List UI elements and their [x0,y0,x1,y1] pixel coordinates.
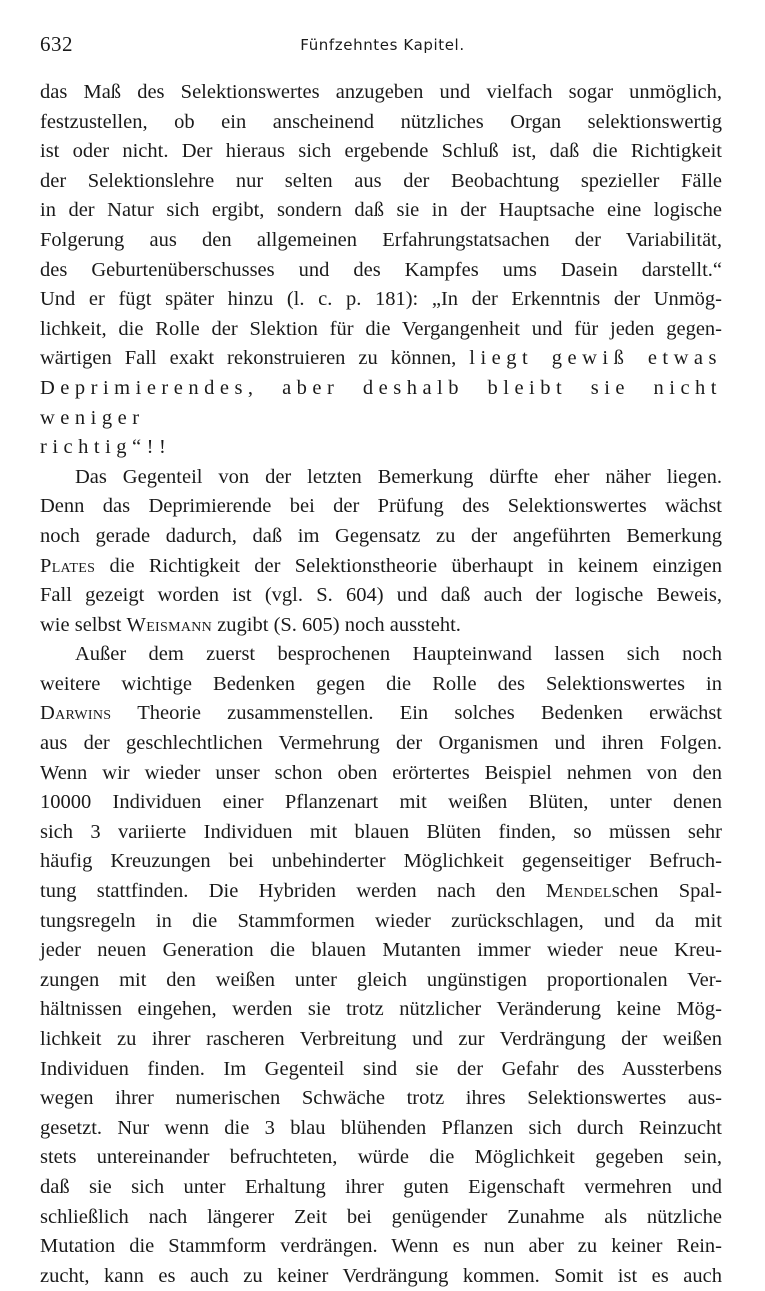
text-line [40,344,722,374]
paragraph-3 [40,640,722,1291]
text-line: des Geburtenüberschusses und des Kampfes ums Dasein darstellt.“ [40,258,722,281]
text-line: stets untereinander befruchteten, würde die Möglichkeit gegeben sein, [40,1146,722,1169]
text-line: Mutation die Stammform verdrängen. Wenn es nun aber zu keiner Rein- [40,1235,722,1258]
author-name-mendel: Mendel [545,880,612,903]
text-line: Folgerung aus den allgemeinen Erfahrungstatsachen der Variabilität, [40,228,722,251]
author-name-plate: Plates [40,554,96,577]
text-line: Wenn wir wieder unser schon oben erörtertes Beispiel nehmen von den [40,761,722,784]
text-line: Denn das Deprimierende bei der Prüfung des Selektionswertes wächst [40,495,722,518]
author-name-weismann: Weismann [126,613,213,636]
body-text [40,78,722,1291]
author-name-darwin: Darwins [40,702,112,725]
text-line: noch gerade dadurch, daß im Gegensatz zu der angeführten Bemerkung [40,524,722,547]
spaced-text-line: richtig“!! [40,436,172,459]
text-line: Fall gezeigt worden ist (vgl. S. 604) und daß auch der logische Beweis, [40,584,722,607]
text-run: Theorie zusammenstellen. Ein solches Bedenken erwächst [137,702,722,725]
text-run: die Richtigkeit der Selektionstheorie überhaupt in keinem einzigen [109,554,723,577]
running-head: Fünfzehntes Kapitel. [300,36,465,54]
text-line: jeder neuen Generation die blauen Mutanten immer wieder neue Kreu- [40,939,722,962]
text-line: daß sie sich unter Erhaltung ihrer guten Eigenschaft vermehren und [40,1175,722,1198]
text-line: das Maß des Selektionswertes anzugeben und vielfach sogar unmöglich, [40,81,722,103]
text-line: Das Gegenteil von der letzten Bemerkung dürfte eher näher liegen. [75,465,722,488]
text-line: hältnissen eingehen, werden sie trotz nützlicher Veränderung keine Mög- [40,998,722,1021]
page-header [40,30,725,64]
text-line [40,699,722,729]
text-run: wie selbst [40,613,122,636]
paragraph-2 [40,463,722,641]
text-line: 10000 Individuen einer Pflanzenart mit weißen Blüten, unter denen [40,791,722,814]
text-line: festzustellen, ob ein anscheinend nützliches Organ selektionswertig [40,110,722,133]
text-line: gesetzt. Nur wenn die 3 blau blühenden Pflanzen sich durch Reinzucht [40,1116,722,1139]
text-run: wärtigen Fall exakt rekonstruieren zu können, [40,347,457,370]
spaced-text: liegt gewiß etwas [469,347,723,370]
text-line: Und er fügt später hinzu (l. c. p. 181): „In der Erkenntnis der Unmög- [40,288,722,311]
text-line: aus der geschlechtlichen Vermehrung der Organismen und ihren Folgen. [40,732,722,755]
text-line: der Selektionslehre nur selten aus der Beobachtung spezieller Fälle [40,169,722,192]
text-run: zugibt (S. 605) noch aussteht. [217,613,461,636]
text-line: schließlich nach längerer Zeit bei genügender Zunahme als nützliche [40,1205,722,1228]
text-line [40,877,722,907]
text-line: wegen ihrer numerischen Schwäche trotz ihres Selektionswertes aus- [40,1087,722,1110]
page-number: 632 [40,32,73,56]
text-line: tungsregeln in die Stammformen wieder zurückschlagen, und da mit [40,909,722,932]
text-line [40,552,722,582]
text-line: weitere wichtige Bedenken gegen die Rolle des Selektionswertes in [40,672,722,695]
text-line: zungen mit den weißen unter gleich ungünstigen proportionalen Ver- [40,968,722,991]
text-line: zucht, kann es auch zu keiner Verdrängung kommen. Somit ist es auch [40,1264,722,1287]
text-line: häufig Kreuzungen bei unbehinderter Möglichkeit gegenseitiger Befruch- [40,850,722,873]
text-line: lichkeit zu ihrer rascheren Verbreitung und zur Verdrängung der weißen [40,1028,722,1050]
text-line: Individuen finden. Im Gegenteil sind sie der Gefahr des Aussterbens [40,1057,722,1080]
text-line: Außer dem zuerst besprochenen Haupteinwand lassen sich noch [75,643,722,666]
paragraph-1 [40,78,722,463]
text-line: sich 3 variierte Individuen mit blauen Blüten finden, so müssen sehr [40,820,722,843]
text-line [40,611,722,641]
text-line: lichkeit, die Rolle der Slektion für die Vergangenheit und für jeden gegen- [40,317,722,340]
text-line: ist oder nicht. Der hieraus sich ergebende Schluß ist, daß die Richtigkeit [40,140,722,163]
text-run: schen Spal- [611,880,722,903]
text-line: in der Natur sich ergibt, sondern daß sie in der Hauptsache eine logische [40,199,722,222]
text-run: tung stattfinden. Die Hybriden werden nach den [40,880,526,903]
spaced-text-line: Deprimierendes, aber deshalb bleibt sie nicht weniger [40,376,722,429]
